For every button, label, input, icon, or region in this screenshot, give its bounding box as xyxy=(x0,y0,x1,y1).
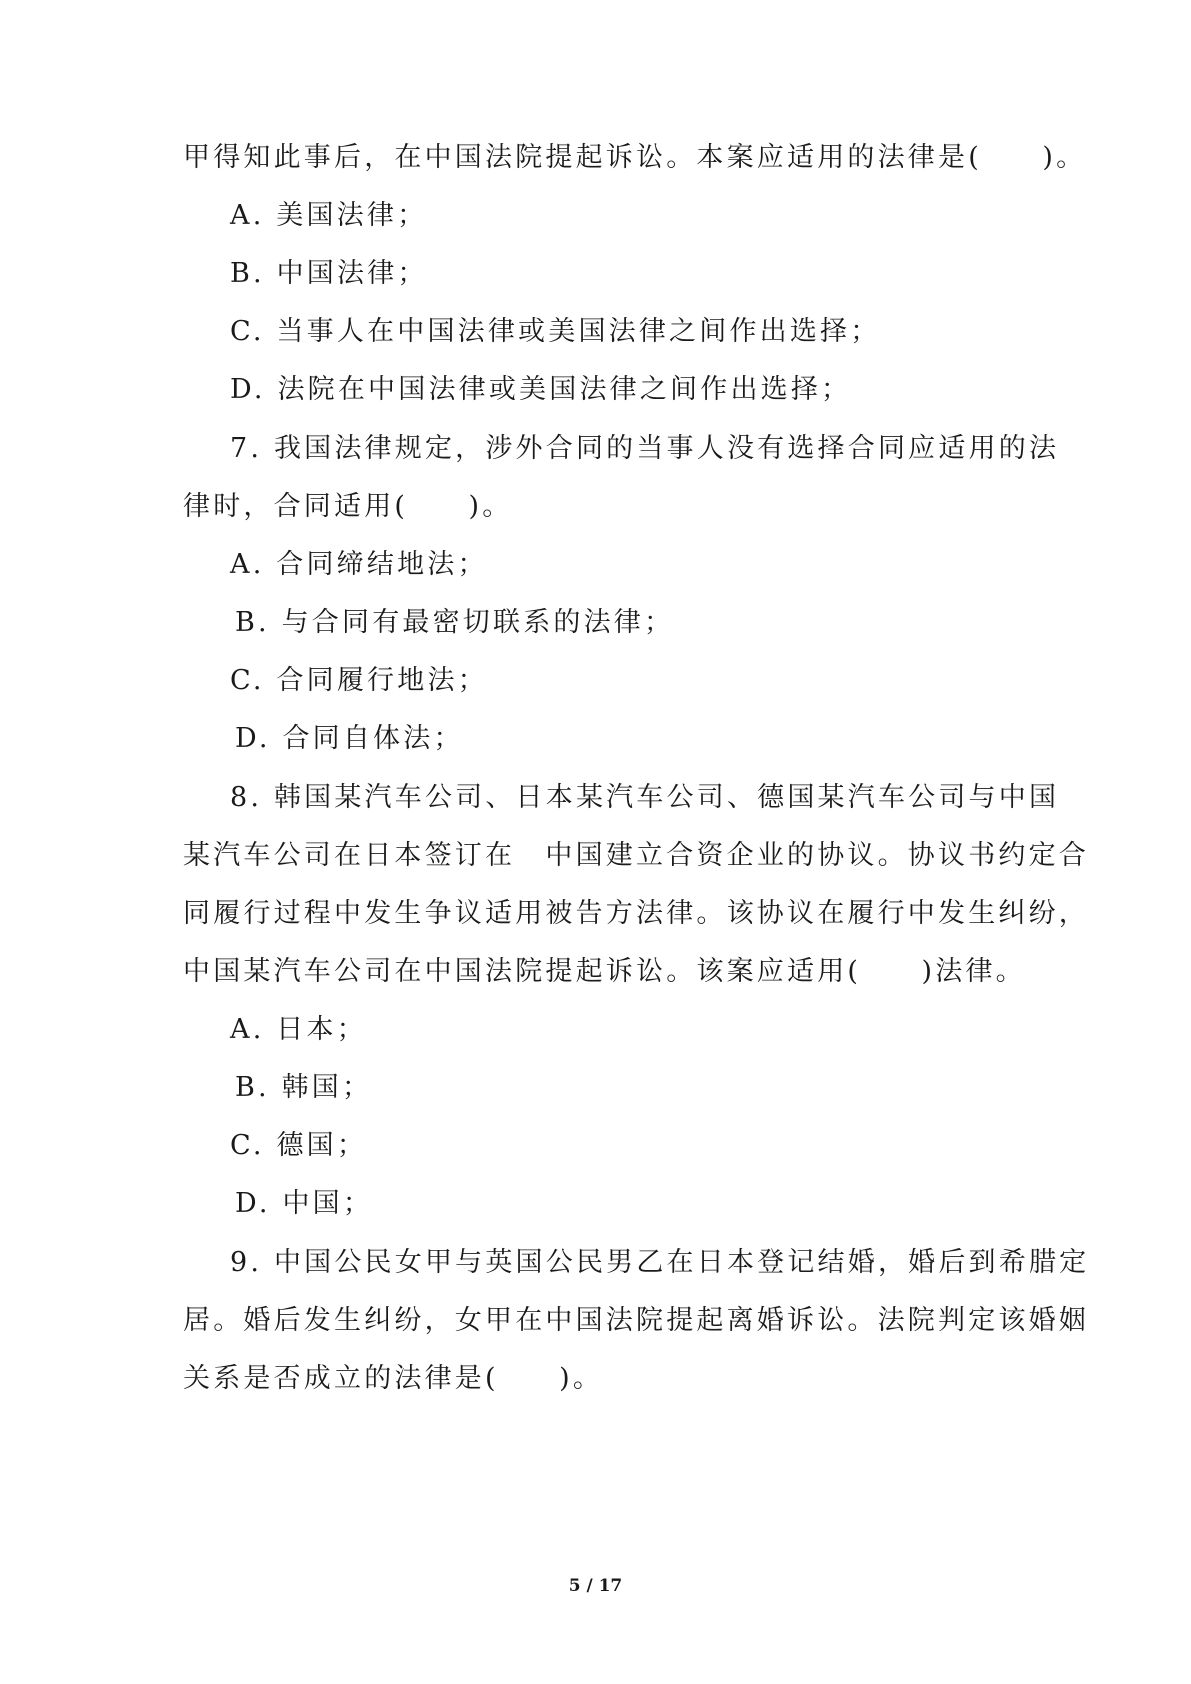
option-c: C. 合同履行地法； xyxy=(230,665,488,696)
paragraph-line: 关系是否成立的法律是( )。 xyxy=(183,1363,604,1394)
option-b: B. 中国法律； xyxy=(230,258,428,289)
page-number: 5 / 17 xyxy=(568,1576,623,1596)
option-c: C. 当事人在中国法律或美国法律之间作出选择； xyxy=(230,316,881,347)
option-b: B. 与合同有最密切联系的法律； xyxy=(235,607,675,638)
paragraph-line: 律时，合同适用( )。 xyxy=(183,491,513,522)
option-a: A. 日本； xyxy=(230,1014,367,1045)
question-9: 9. 中国公民女甲与英国公民男乙在日本登记结婚，婚后到希腊定 xyxy=(230,1247,1090,1278)
option-d: D. 合同自体法； xyxy=(235,723,464,754)
question-7: 7. 我国法律规定，涉外合同的当事人没有选择合同应适用的法 xyxy=(230,433,1060,464)
paragraph-line: 甲得知此事后，在中国法院提起诉讼。本案应适用的法律是( )。 xyxy=(183,142,1087,173)
paragraph-line: 居。婚后发生纠纷，女甲在中国法院提起离婚诉讼。法院判定该婚姻 xyxy=(183,1305,1089,1336)
paragraph-line: 某汽车公司在日本签订在 中国建立合资企业的协议。协议书约定合 xyxy=(183,840,1089,871)
question-8: 8. 韩国某汽车公司、日本某汽车公司、德国某汽车公司与中国 xyxy=(230,782,1060,813)
option-a: A. 美国法律； xyxy=(230,200,428,231)
option-a: A. 合同缔结地法； xyxy=(230,549,488,580)
option-d: D. 法院在中国法律或美国法律之间作出选择； xyxy=(230,374,852,405)
paragraph-line: 同履行过程中发生争议适用被告方法律。该协议在履行中发生纠纷， xyxy=(183,898,1089,929)
option-b: B. 韩国； xyxy=(235,1072,373,1103)
option-d: D. 中国； xyxy=(235,1188,374,1219)
option-c: C. 德国； xyxy=(230,1130,368,1161)
paragraph-line: 中国某汽车公司在中国法院提起诉讼。该案应适用( )法律。 xyxy=(183,956,1026,987)
